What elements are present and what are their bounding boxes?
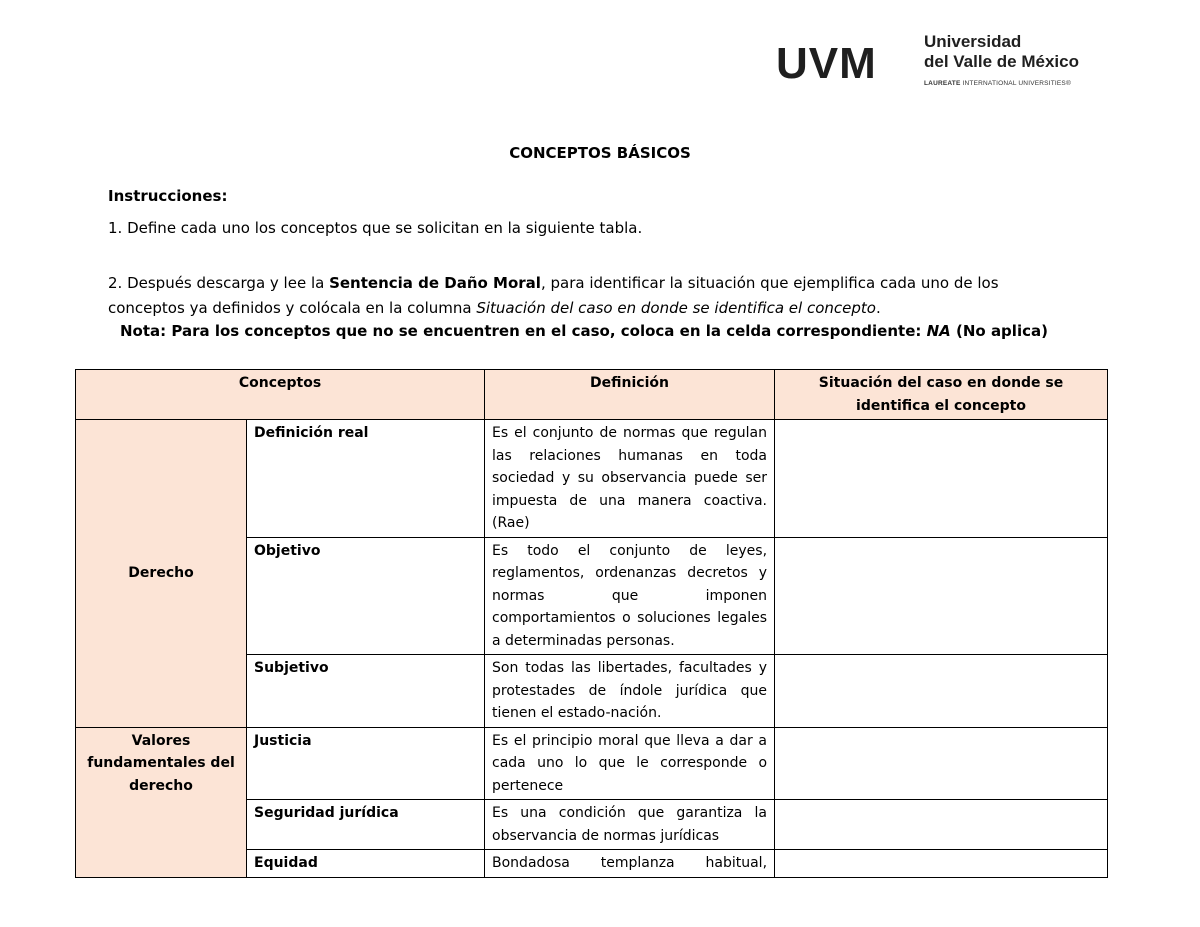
concept-cell: Equidad — [247, 850, 485, 878]
uvm-logo-mark: UVM — [776, 39, 877, 88]
situation-cell[interactable] — [775, 850, 1108, 878]
situation-cell[interactable] — [775, 655, 1108, 728]
situation-cell[interactable] — [775, 537, 1108, 655]
instructions-heading: Instrucciones: — [108, 187, 228, 205]
header-definition: Definición — [485, 370, 775, 420]
concept-cell: Subjetivo — [247, 655, 485, 728]
situation-cell[interactable] — [775, 800, 1108, 850]
instruction-step-2: 2. Después descarga y lee la Sentencia de Daño Moral, para identificar la situación que ejemplifica cada uno de los conceptos ya definidos y colócala en la columna Situación del caso en donde se identifica el concepto. — [108, 274, 999, 317]
table-row — [76, 420, 1108, 538]
table-row — [76, 727, 1108, 800]
concept-cell: Objetivo — [247, 537, 485, 655]
group-valores: Valores fundamentales del derecho — [76, 727, 247, 877]
table-header-row — [76, 370, 1108, 420]
definition-cell: Es el conjunto de normas que regulan las relaciones humanas en toda sociedad y su observancia puede ser impuesta de una manera coactiva. (Rae) — [485, 420, 775, 538]
header-concepts: Conceptos — [76, 370, 485, 420]
definition-cell: Es el principio moral que lleva a dar a cada uno lo que le corresponde o pertenece — [485, 727, 775, 800]
situation-cell[interactable] — [775, 420, 1108, 538]
concept-cell: Justicia — [247, 727, 485, 800]
laureate-tagline: LAUREATE INTERNATIONAL UNIVERSITIES® — [924, 80, 1071, 87]
concept-cell: Definición real — [247, 420, 485, 538]
concepts-table — [75, 369, 1108, 878]
situation-cell[interactable] — [775, 727, 1108, 800]
definition-cell: Es una condición que garantiza la observancia de normas jurídicas — [485, 800, 775, 850]
instruction-note: Nota: Para los conceptos que no se encuentren en el caso, coloca en la celda correspondiente: NA (No aplica) — [120, 322, 1048, 340]
definition-cell: Es todo el conjunto de leyes, reglamentos, ordenanzas decretos y normas que imponen comportamientos o soluciones legales a determinadas personas. — [485, 537, 775, 655]
university-name: Universidad del Valle de México — [924, 32, 1079, 71]
instruction-step-1: 1. Define cada uno los conceptos que se solicitan en la siguiente tabla. — [108, 219, 643, 237]
header-situation: Situación del caso en donde se identifica el concepto — [775, 370, 1108, 420]
concept-cell: Seguridad jurídica — [247, 800, 485, 850]
uvm-logo — [776, 32, 1096, 94]
group-derecho: Derecho — [76, 420, 247, 728]
definition-cell: Son todas las libertades, facultades y protestades de índole jurídica que tienen el estado-nación. — [485, 655, 775, 728]
page-title: CONCEPTOS BÁSICOS — [509, 144, 691, 162]
definition-cell: Bondadosa templanza habitual, — [485, 850, 775, 878]
